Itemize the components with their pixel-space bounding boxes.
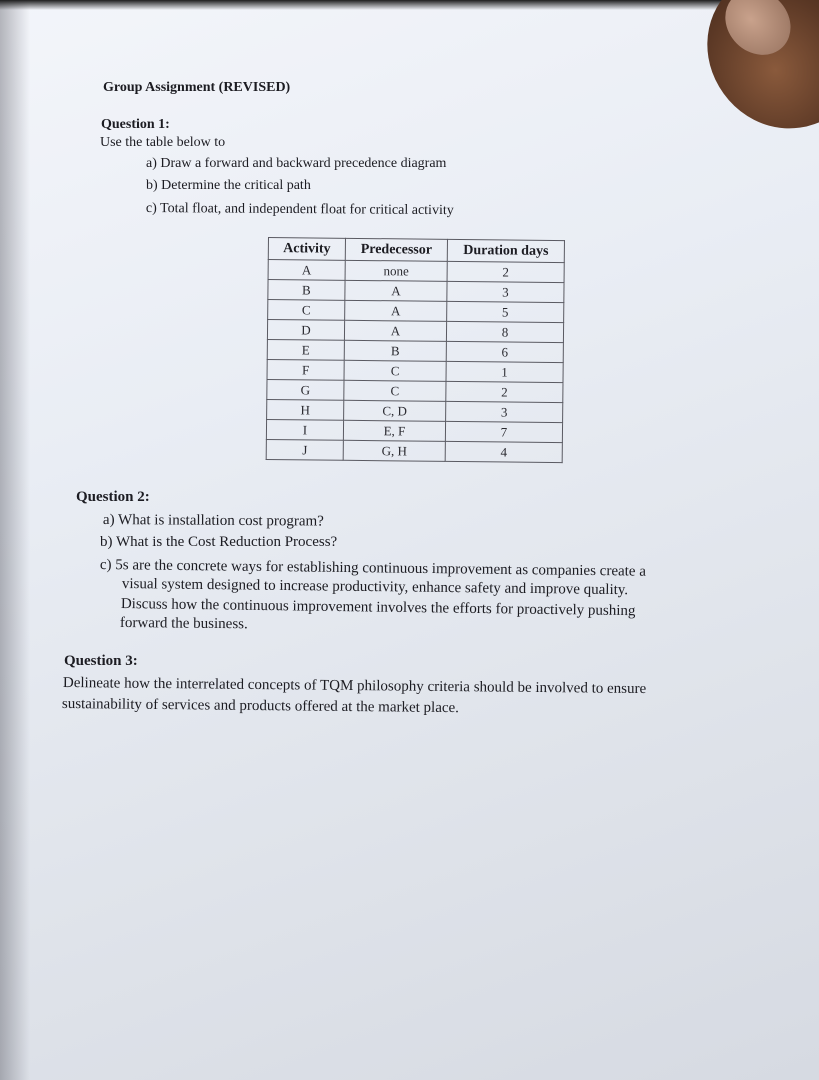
activity-cell: F: [267, 359, 344, 380]
predecessor-cell: A: [344, 320, 446, 341]
question-3-heading: Question 3:: [64, 653, 138, 669]
activity-cell: A: [268, 260, 345, 281]
activity-cell: E: [267, 339, 344, 360]
duration-cell: 5: [447, 301, 564, 322]
header-duration: Duration days: [447, 239, 564, 262]
question-1-item-a: a) Draw a forward and backward precedence diagram: [146, 156, 447, 171]
question-1-item-c: c) Total float, and independent float for critical activity: [145, 201, 454, 219]
activity-table: [266, 237, 565, 463]
question-2-item-c-line-3: Discuss how the continuous improvement involves the efforts for proactively pushing: [120, 596, 636, 620]
activity-cell: J: [266, 439, 343, 460]
table-row: [266, 439, 562, 462]
question-3-line-2: sustainability of services and products offered at the market place.: [61, 696, 460, 717]
predecessor-cell: G, H: [343, 440, 445, 461]
activity-cell: B: [268, 280, 345, 301]
question-2-item-c-line-2: visual system designed to increase productivity, enhance safety and improve quality.: [121, 576, 629, 599]
predecessor-cell: C: [344, 360, 446, 381]
duration-cell: 4: [445, 441, 562, 462]
duration-cell: 2: [447, 261, 564, 282]
duration-cell: 6: [446, 341, 563, 362]
activity-cell: G: [267, 379, 344, 400]
predecessor-cell: C, D: [344, 400, 446, 421]
finger-photo-artifact: [686, 0, 819, 151]
predecessor-cell: none: [345, 260, 447, 281]
duration-cell: 8: [446, 321, 563, 342]
activity-cell: C: [268, 300, 345, 321]
duration-cell: 3: [446, 401, 563, 422]
header-predecessor: Predecessor: [345, 238, 447, 261]
header-activity: Activity: [268, 238, 345, 261]
question-2-item-c-line-1: c) 5s are the concrete ways for establishing continuous improvement as companies create a: [99, 557, 647, 580]
duration-cell: 2: [446, 381, 563, 402]
question-2-heading: Question 2:: [76, 489, 150, 505]
activity-cell: I: [266, 419, 343, 440]
predecessor-cell: E, F: [343, 420, 445, 441]
duration-cell: 3: [447, 281, 564, 302]
question-2-item-c-line-4: forward the business.: [119, 615, 248, 633]
predecessor-cell: C: [344, 380, 446, 401]
question-2-item-b: b) What is the Cost Reduction Process?: [100, 534, 338, 550]
predecessor-cell: B: [344, 340, 446, 361]
activity-cell: D: [267, 320, 344, 341]
table-header-row: [268, 238, 564, 263]
predecessor-cell: A: [345, 300, 447, 321]
question-1-item-b: b) Determine the critical path: [146, 178, 311, 193]
question-2-item-a: a) What is installation cost program?: [102, 512, 324, 530]
activity-cell: H: [267, 399, 344, 420]
question-1-intro: Use the table below to: [100, 135, 226, 150]
predecessor-cell: A: [345, 280, 447, 301]
duration-cell: 1: [446, 361, 563, 382]
document-title: Group Assignment (REVISED): [103, 80, 291, 95]
question-3-line-1: Delineate how the interrelated concepts of TQM philosophy criteria should be involved to ensure: [62, 675, 647, 698]
duration-cell: 7: [445, 421, 562, 442]
question-1-heading: Question 1:: [101, 117, 170, 132]
